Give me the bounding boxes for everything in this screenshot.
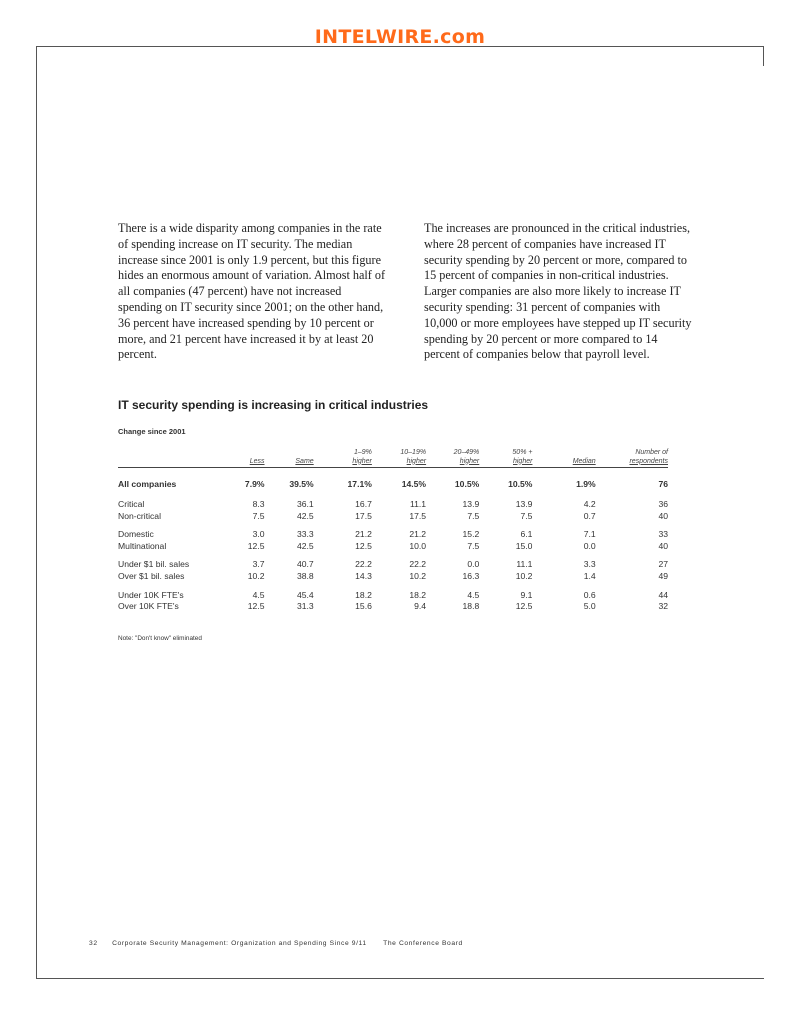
table-cell: 0.0 <box>467 559 480 570</box>
table-cell: 49 <box>658 570 668 581</box>
table-cell: 22.2 <box>355 559 372 570</box>
table-cell: 15.0 <box>515 540 533 551</box>
table-cell: 32 <box>658 601 668 612</box>
row-label: Over $1 bil. sales <box>118 570 185 581</box>
table-cell: 33 <box>658 529 668 540</box>
table-cell: 11.1 <box>409 499 427 509</box>
table-cell: 15.6 <box>355 601 372 612</box>
table-cell: 14.3 <box>355 570 372 581</box>
table-cell: 14.5% <box>401 479 427 490</box>
table-cell: 3.0 <box>252 529 265 540</box>
table-cell: 12.5 <box>355 540 372 551</box>
header-less: Less <box>210 449 264 468</box>
table-cell: 16.7 <box>355 499 372 509</box>
table-cell: 9.4 <box>414 601 427 612</box>
frame-rule-bottom <box>36 978 764 979</box>
table-cell: 11.1 <box>516 559 533 570</box>
header-10-19: 10–19% higher <box>372 449 426 468</box>
frame-rule-top <box>36 46 763 47</box>
table-cell: 0.7 <box>583 510 596 521</box>
table-cell: 6.1 <box>520 529 533 540</box>
table-cell: 10.2 <box>515 570 533 581</box>
table-cell: 18.2 <box>409 589 427 600</box>
table-cell: 22.2 <box>409 559 427 570</box>
publication-title: Corporate Security Management: Organization and Spending Since 9/11 <box>112 940 367 947</box>
table-body <box>118 468 668 613</box>
table-cell: 3.3 <box>583 559 596 570</box>
table-row <box>118 468 668 493</box>
table-cell: 7.5 <box>467 540 480 551</box>
row-label: Domestic <box>118 529 154 540</box>
table-subtitle: Change since 2001 <box>118 427 186 436</box>
table-cell: 13.9 <box>515 499 533 509</box>
table-row <box>118 583 668 602</box>
frame-rule-left <box>36 46 37 978</box>
table-cell: 36.1 <box>296 499 314 509</box>
table-cell: 16.3 <box>462 570 480 581</box>
header-50-plus: 50% + higher <box>479 449 532 468</box>
spending-table <box>118 449 668 613</box>
table-cell: 12.5 <box>247 540 265 551</box>
row-label: Multinational <box>118 540 167 551</box>
table-cell: 7.5 <box>467 510 480 521</box>
page-footer <box>89 940 463 947</box>
table-cell: 13.9 <box>462 499 480 509</box>
table-cell: 4.5 <box>467 589 480 600</box>
table-row <box>118 522 668 541</box>
table-row <box>118 492 668 511</box>
table-cell: 10.5% <box>508 479 533 490</box>
table-cell: 17.5 <box>355 510 372 521</box>
table-note: Note: "Don't know" eliminated <box>118 635 202 642</box>
table-row <box>118 511 668 523</box>
table-cell: 4.5 <box>252 589 265 600</box>
header-20-49: 20–49% higher <box>426 449 479 468</box>
header-respondents: Number of respondents <box>596 449 668 468</box>
table-row <box>118 552 668 571</box>
table-header-row <box>118 449 668 468</box>
table-cell: 3.7 <box>252 559 265 570</box>
table-cell: 7.5 <box>520 510 533 521</box>
table-cell: 17.5 <box>409 510 427 521</box>
table-cell: 17.1% <box>347 479 372 490</box>
table-cell: 0.6 <box>583 589 596 600</box>
table-cell: 5.0 <box>583 601 596 612</box>
table-cell: 10.5% <box>454 479 480 490</box>
table-cell: 7.9% <box>244 479 265 490</box>
header-median: Median <box>532 449 595 468</box>
table-cell: 15.2 <box>462 529 480 540</box>
table-cell: 21.2 <box>409 529 427 540</box>
paragraph-right: The increases are pronounced in the critical industries, where 28 percent of companies have increased IT security spending by 20 percent or more, compared to 15 percent of companies in non-critical industries. Larger companies are also more likely to increase IT security spending: 31 percent of companies with 10,000 or more employees have stepped up IT security spending by 20 percent or more compared to 14 percent of companies below that payroll level. <box>424 221 692 362</box>
table-cell: 8.3 <box>252 499 265 509</box>
table-title: IT security spending is increasing in critical industries <box>118 398 429 412</box>
header-blank <box>118 449 210 468</box>
table-cell: 45.4 <box>296 589 314 600</box>
row-label: Under $1 bil. sales <box>118 559 190 570</box>
row-label: Non-critical <box>118 510 161 521</box>
table-cell: 18.2 <box>355 589 372 600</box>
table-cell: 44 <box>658 589 668 600</box>
body-column-left <box>118 221 388 363</box>
table-cell: 76 <box>658 479 668 490</box>
table-cell: 40.7 <box>296 559 314 570</box>
table-cell: 10.0 <box>409 540 427 551</box>
table-cell: 27 <box>658 559 668 570</box>
table-cell: 7.1 <box>583 529 596 540</box>
row-label: Over 10K FTE's <box>118 601 179 612</box>
table-cell: 40 <box>658 510 668 521</box>
table-cell: 10.2 <box>409 570 427 581</box>
table-cell: 33.3 <box>296 529 314 540</box>
table-cell: 39.5% <box>289 479 314 490</box>
row-label: Critical <box>118 499 145 509</box>
table-cell: 36 <box>658 499 668 509</box>
paragraph-left: There is a wide disparity among companies in the rate of spending increase on IT security. The median increase since 2001 is only 1.9 percent, but this figure hides an enormous amount of variation. Almost half of all companies (47 percent) have not increased spending on IT security since 2001; on the other hand, 36 percent have increased spending by 10 percent or more, and 21 percent have increased it by at least 20 percent. <box>118 221 386 362</box>
table-cell: 10.2 <box>247 570 265 581</box>
table-cell: 31.3 <box>296 601 314 612</box>
publisher-name: The Conference Board <box>383 940 463 947</box>
body-column-right <box>424 221 696 363</box>
table-cell: 1.9% <box>576 479 596 490</box>
header-1-9: 1–9% higher <box>314 449 372 468</box>
table-cell: 12.5 <box>247 601 265 612</box>
row-label: Under 10K FTE's <box>118 589 184 600</box>
table-cell: 42.5 <box>296 540 314 551</box>
table-row <box>118 601 668 613</box>
table-cell: 7.5 <box>252 510 265 521</box>
table-cell: 38.8 <box>296 570 314 581</box>
table-cell: 1.4 <box>583 570 596 581</box>
table-cell: 12.5 <box>515 601 533 612</box>
header-same: Same <box>265 449 314 468</box>
table-cell: 4.2 <box>583 499 596 509</box>
table-cell: 40 <box>658 540 668 551</box>
table-cell: 42.5 <box>296 510 314 521</box>
table-cell: 9.1 <box>520 589 533 600</box>
table-row <box>118 571 668 583</box>
table-row <box>118 541 668 553</box>
table-cell: 18.8 <box>462 601 480 612</box>
table-cell: 0.0 <box>583 540 596 551</box>
watermark-logo: INTELWIRE.com <box>314 26 486 48</box>
frame-rule-right <box>763 46 764 66</box>
page-number: 32 <box>89 940 98 947</box>
row-label: All companies <box>118 479 177 490</box>
table-cell: 21.2 <box>355 529 372 540</box>
